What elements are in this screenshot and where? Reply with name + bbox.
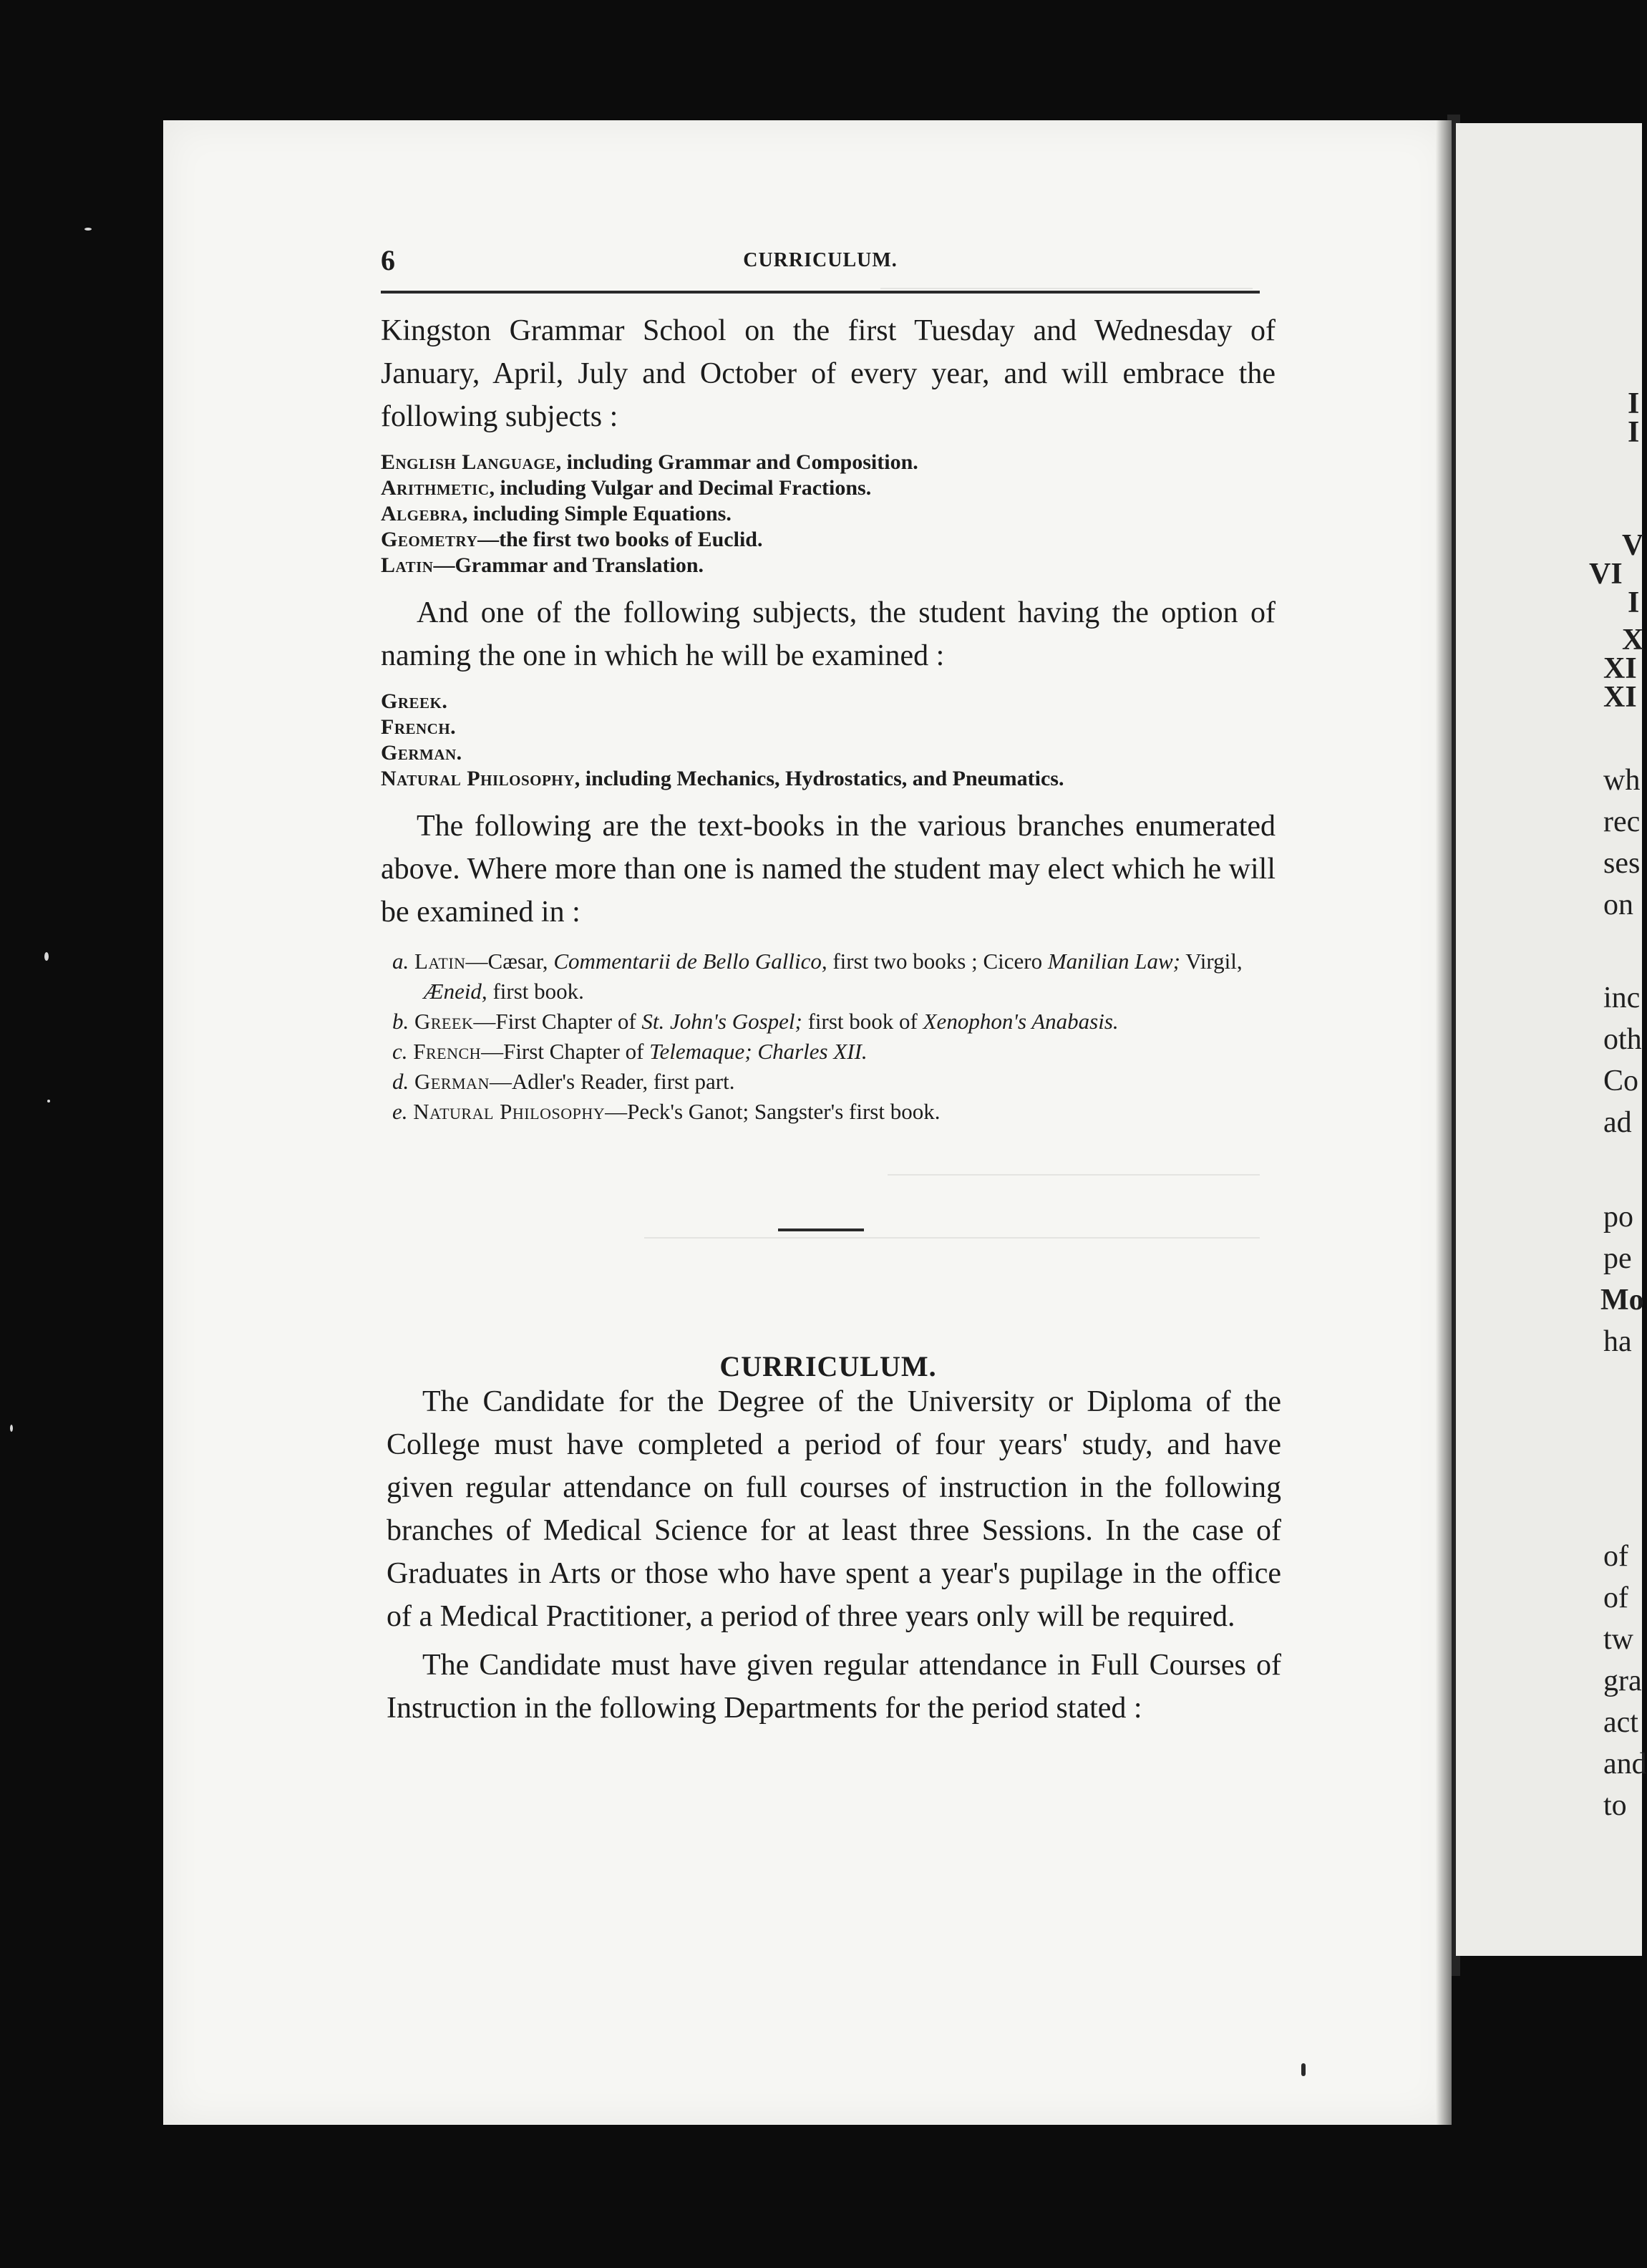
bleed-through [880, 288, 1253, 289]
list-item [381, 450, 1276, 475]
facing-fragment: X [1622, 624, 1644, 656]
textbook-entry [381, 1007, 1276, 1037]
running-head [381, 243, 1260, 284]
list-item [381, 714, 1276, 740]
subject-detail: —Grammar and Translation. [433, 553, 704, 577]
facing-fragment: rec [1603, 805, 1641, 838]
facing-fragment: to [1603, 1789, 1627, 1822]
textbook-entry [381, 1037, 1276, 1067]
facing-fragment: inc [1603, 982, 1641, 1014]
facing-fragment: XI [1603, 652, 1637, 685]
curriculum-paragraph: The Candidate for the Degree of the University or Diploma of the College must have completed a period of four years' study, and have given regular attendance on full courses of instruction in the following branches of Medical Science for at least three Sessions. In the case of Graduates in Arts or those who have spent a year's pupilage in the office of a Medical Practitioner, a period of three years only will be required. [387, 1385, 1281, 1633]
facing-fragment: of [1603, 1581, 1628, 1614]
list-item [381, 475, 1276, 501]
list-item [381, 766, 1276, 792]
entry-subject: Natural Philosophy [413, 1099, 606, 1124]
facing-fragment: act [1603, 1706, 1638, 1739]
entry-text: —First Chapter of [481, 1039, 650, 1064]
entry-title: Commentarii de Bello Gallico, [553, 949, 827, 974]
optional-paragraph: And one of the following subjects, the student having the option of naming the one in which he will be examined : [381, 596, 1276, 672]
textbook-entry [381, 1097, 1276, 1127]
facing-fragment: and [1603, 1748, 1647, 1780]
textbook-entry [381, 946, 1276, 1007]
subject-detail: , including Simple Equations. [462, 502, 732, 525]
subject-detail: , including Vulgar and Decimal Fractions. [489, 476, 872, 500]
list-item [381, 740, 1276, 766]
running-head-title: CURRICULUM. [743, 249, 898, 271]
list-item [381, 689, 1276, 714]
subject-name: Greek. [381, 689, 448, 713]
entry-title: St. John's Gospel; [641, 1009, 802, 1034]
subject-detail: , including Grammar and Composition. [555, 450, 918, 474]
entry-text: first two books ; Cicero [827, 949, 1048, 974]
intro-paragraph: Kingston Grammar School on the first Tuesday and Wednesday of January, April, July and October of every year, and will embrace the following subjects : [381, 314, 1276, 433]
entry-title: Æneid, [424, 979, 487, 1004]
entry-text: —Adler's Reader, first part. [489, 1069, 735, 1094]
subject-name: Algebra [381, 502, 462, 525]
entry-text: Virgil, [1180, 949, 1243, 974]
facing-fragment: Mo [1600, 1284, 1644, 1317]
required-subjects-list [381, 450, 1276, 578]
list-item [381, 501, 1276, 527]
entry-subject: Latin [414, 949, 466, 974]
page-body-bottom [387, 1380, 1281, 1730]
entry-text: —Cæsar, [465, 949, 554, 974]
subject-name: Arithmetic [381, 476, 490, 500]
facing-fragment: Co [1603, 1065, 1639, 1097]
subject-name: Geometry [381, 528, 478, 551]
textbook-entry [381, 1067, 1276, 1097]
facing-fragment: wh [1603, 764, 1641, 797]
entry-title: Manilian Law; [1047, 949, 1180, 974]
entry-text: —Peck's Ganot; Sangster's first book. [605, 1099, 941, 1124]
subject-detail: , including Mechanics, Hydrostatics, and Pneumatics. [574, 767, 1064, 790]
list-item [381, 527, 1276, 553]
entry-subject: Greek [414, 1009, 474, 1034]
textbooks-paragraph: The following are the text-books in the various branches enumerated above. Where more than one is named the student may elect which he will be examined in : [381, 810, 1276, 929]
list-item [381, 553, 1276, 578]
entry-label: a. [392, 949, 409, 974]
entry-label: e. [392, 1099, 408, 1124]
subject-detail: —the first two books of Euclid. [477, 528, 763, 551]
facing-fragment: I [1628, 387, 1640, 420]
page-number: 6 [381, 244, 395, 276]
facing-fragment: ha [1603, 1325, 1632, 1358]
dust-speck [44, 952, 49, 961]
dust-speck [84, 228, 92, 231]
facing-fragment: I [1628, 586, 1640, 619]
entry-label: c. [392, 1039, 408, 1064]
entry-text: first book of [802, 1009, 923, 1034]
page-edge-shadow [1436, 120, 1452, 2125]
entry-text: —First Chapter of [473, 1009, 642, 1034]
page-body-top [381, 309, 1276, 1127]
facing-fragment: gra [1603, 1664, 1642, 1697]
entry-text: first book. [487, 979, 584, 1004]
section-divider [778, 1228, 864, 1231]
textbooks-list [381, 946, 1276, 1127]
dust-speck [47, 1100, 50, 1102]
facing-fragment: V [1622, 529, 1644, 562]
entry-subject: French [413, 1039, 482, 1064]
section-title: CURRICULUM. [719, 1350, 937, 1383]
facing-fragment: tw [1603, 1623, 1633, 1656]
facing-fragment: ad [1603, 1106, 1632, 1139]
bleed-through [644, 1237, 1260, 1239]
head-rule [381, 291, 1260, 294]
subject-name: English Language [381, 450, 556, 474]
facing-fragment: ses [1603, 847, 1641, 880]
facing-fragment: oth [1603, 1023, 1642, 1056]
subject-name: French. [381, 715, 457, 739]
curriculum-paragraph: The Candidate must have given regular attendance in Full Courses of Instruction in the following Departments for the period stated : [387, 1649, 1281, 1725]
entry-title: Xenophon's Anabasis. [923, 1009, 1119, 1034]
facing-fragment: pe [1603, 1242, 1632, 1275]
entry-label: d. [392, 1069, 409, 1094]
facing-fragment: po [1603, 1201, 1633, 1234]
entry-label: b. [392, 1009, 409, 1034]
entry-subject: German [414, 1069, 490, 1094]
subject-name: German. [381, 741, 462, 765]
facing-fragment: on [1603, 888, 1633, 921]
dust-speck [10, 1425, 13, 1432]
facing-fragment: VI [1589, 558, 1623, 591]
subject-name: Latin [381, 553, 434, 577]
entry-title: Telemaque; Charles XII. [649, 1039, 868, 1064]
optional-subjects-list [381, 689, 1276, 792]
facing-fragment: of [1603, 1540, 1628, 1573]
subject-name: Natural Philosophy [381, 767, 575, 790]
bleed-through [888, 1174, 1260, 1176]
facing-fragment: XI [1603, 681, 1637, 714]
ink-mark [1301, 2063, 1306, 2076]
facing-fragment: I [1628, 416, 1640, 449]
